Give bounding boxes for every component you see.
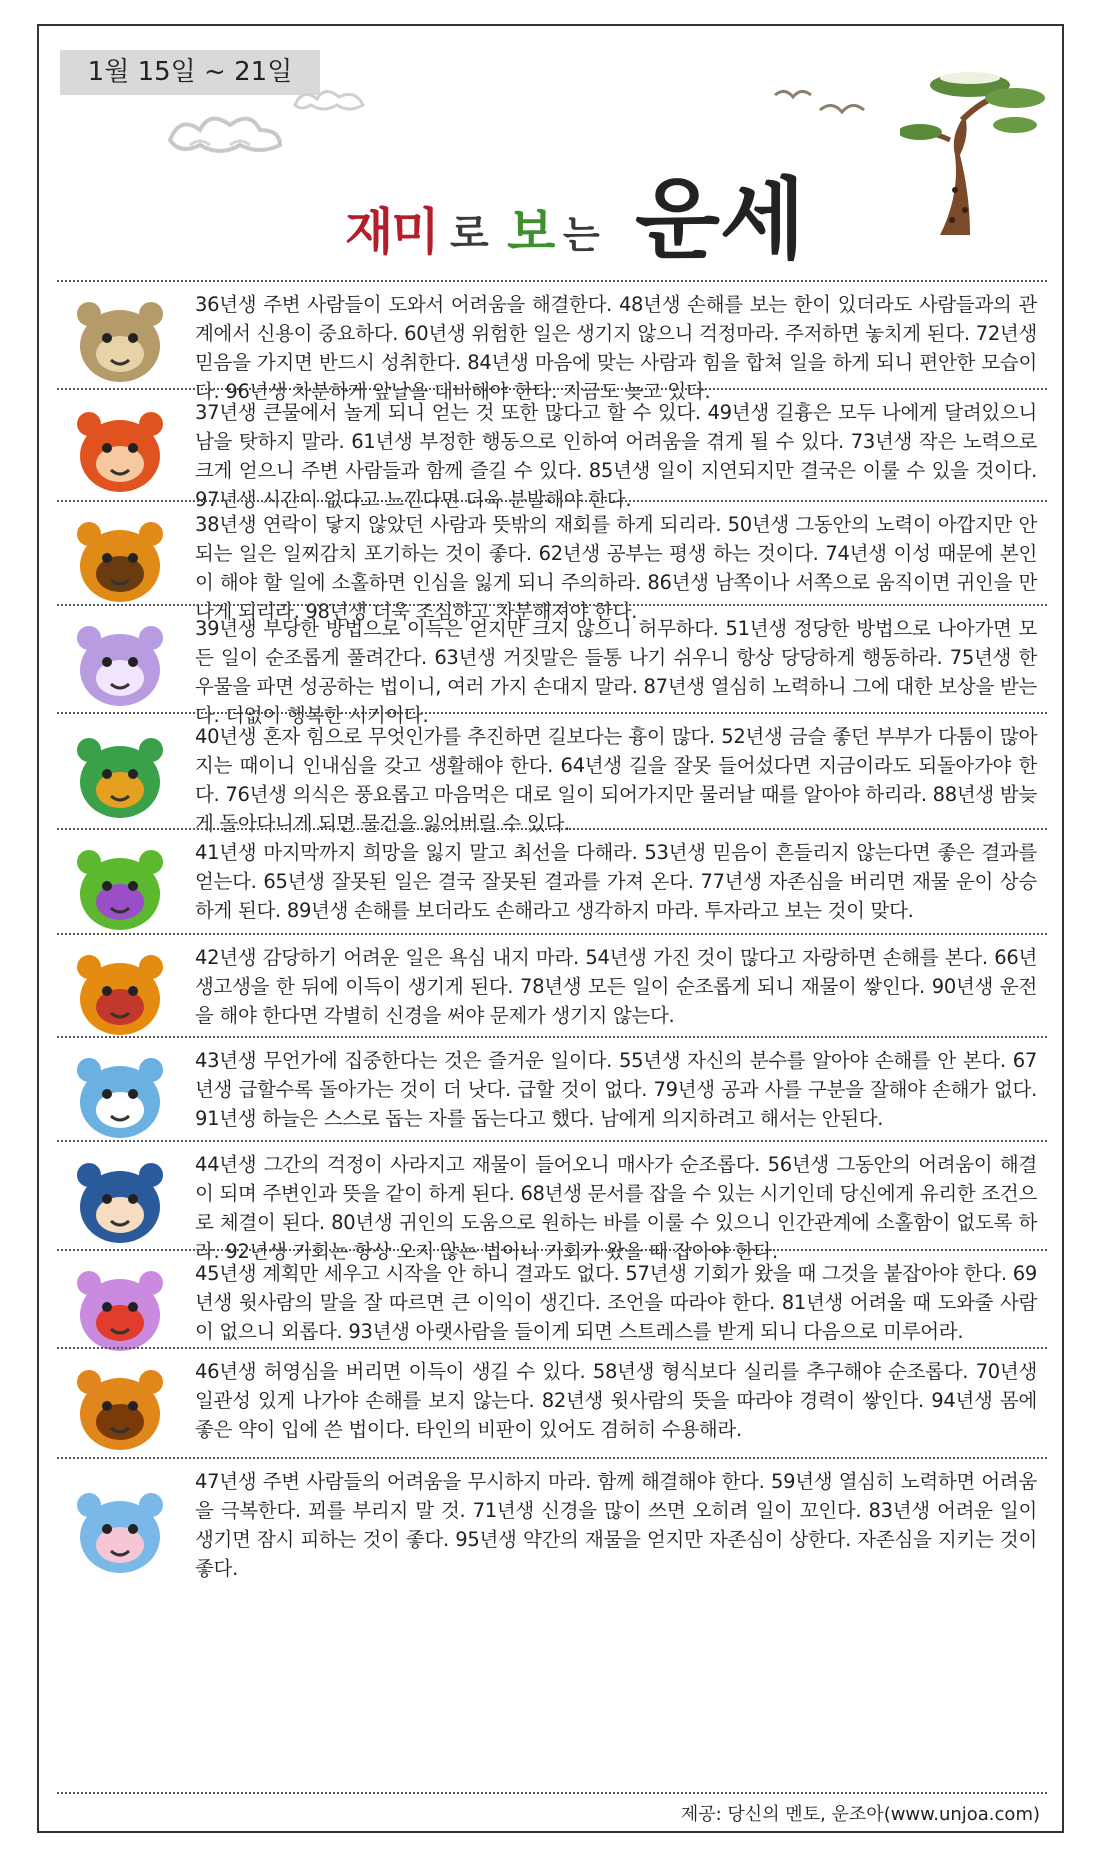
fortune-text: 37년생 큰물에서 놀게 되니 얻는 것 또한 많다고 할 수 있다. 49년생 길흉은 모두 나에게 달려있으니 남을 탓하지 말라. 61년생 부정한 행동으로 인하여 어려움을 겪게 될 수 있다. 73년생 작은 노력으로 크게 얻으니 주변 사람들과 함께 즐길 수 있다. 85년생 일이 지연되지만 결국은 이룰 수 있을 것이다. 97년생 시간이 없다고 느낀다면 더욱 분발해야 한다. (195, 401, 1037, 511)
fortune-entry (57, 1140, 1047, 1263)
ox-icon (65, 396, 175, 506)
date-range-label: 1월 15일 ~ 21일 (60, 50, 320, 95)
fortune-entry (57, 500, 1047, 623)
dog-icon (65, 1354, 175, 1464)
horse-icon (65, 939, 175, 1049)
sheep-icon (65, 1042, 175, 1152)
title-part-3: 보 (507, 203, 554, 261)
cloud-decoration-right (290, 80, 370, 120)
birds-icon (770, 80, 890, 130)
fortune-entry (57, 280, 1047, 403)
fortune-text: 39년생 부당한 방법으로 이득은 얻지만 크지 않으니 허무하다. 51년생 정당한 방법으로 나아가면 모든 일이 순조롭게 풀려간다. 63년생 거짓말은 들통 나기 쉬우니 항상 당당하게 행동하라. 75년생 한 우물을 파면 성공하는 법이니, 여러 가지 손대지 말라. 87년생 열심히 노력하니 그에 대한 보상을 받는다. 더없이 행복한 시기이다. (195, 617, 1037, 727)
pine-tree-icon (900, 60, 1050, 240)
fortune-text: 36년생 주변 사람들이 도와서 어려움을 해결한다. 48년생 손해를 보는 한이 있더라도 사람들과의 관계에서 신용이 중요하다. 60년생 위험한 일은 생기지 않으니 걱정마라. 주저하면 놓치게 된다. 72년생 믿음을 가지면 반드시 성취한다. 84년생 마음에 맞는 사람과 힘을 합쳐 일을 하게 되니 편안한 모습이다. 96년생 차분하게 앞날을 대비해야 한다. 지금도 늦고 있다. (195, 293, 1037, 403)
rat-icon (65, 286, 175, 396)
title-main: 운세 (635, 167, 806, 271)
fortune-entry (57, 1457, 1047, 1594)
dragon-icon (65, 722, 175, 832)
credit-text: 제공: 당신의 멘토, 운조아(www.unjoa.com) (680, 1804, 1040, 1825)
fortune-text: 40년생 혼자 힘으로 무엇인가를 추진하면 길보다는 흉이 많다. 52년생 금슬 좋던 부부가 다툼이 많아지는 때이니 인내심을 갖고 생활해야 한다. 64년생 길을 잘못 들어섰다면 지금이라도 되돌아가야 한다. 76년생 의식은 풍요롭고 마음먹은 대로 일이 되어가지만 물러날 때를 알아야 하리라. 88년생 밤늦게 돌아다니게 되면 물건을 잃어버릴 수 있다. (195, 725, 1037, 835)
title-part-4: 는 (563, 213, 598, 257)
fortune-entry (57, 712, 1047, 835)
fortune-text: 38년생 연락이 닿지 않았던 사람과 뜻밖의 재회를 하게 되리라. 50년생 그동안의 노력이 아깝지만 안 되는 일은 일찌감치 포기하는 것이 좋다. 62년생 공부는 평생 하는 것이다. 74년생 이성 때문에 본인이 해야 할 일에 소홀하면 인심을 잃게 되니 주의하라. 86년생 남쪽이나 서쪽으로 움직이면 귀인을 만나게 되리라. 98년생 더욱 조심하고 차분해져야 한다. (195, 513, 1037, 623)
rabbit-icon (65, 610, 175, 720)
cloud-decoration-left (160, 100, 290, 160)
divider (57, 1792, 1047, 1794)
fortune-text: 44년생 그간의 걱정이 사라지고 재물이 들어오니 매사가 순조롭다. 56년생 그동안의 어려움이 해결이 되며 주변인과 뜻을 같이 하게 된다. 68년생 문서를 잡을 수 있는 시기인데 당신에게 유리한 조건으로 체결이 된다. 80년생 귀인의 도움으로 원하는 바를 이룰 수 있으니 인간관계에 소홀함이 없도록 하라. 92년생 기회는 항상 오지 않는 법이니 기회가 왔을 때 잡아야 한다. (195, 1153, 1037, 1263)
fortune-text: 41년생 마지막까지 희망을 잃지 말고 최선을 다해라. 53년생 믿음이 흔들리지 않는다면 좋은 결과를 얻는다. 65년생 잘못된 일은 결국 잘못된 결과를 가져 온다. 77년생 자존심을 버리면 재물 운이 상승하게 된다. 89년생 손해를 보더라도 손해라고 생각하지 마라. 투자라고 보는 것이 맞다. (195, 841, 1037, 922)
fortune-text: 45년생 계획만 세우고 시작을 안 하니 결과도 없다. 57년생 기회가 왔을 때 그것을 붙잡아야 한다. 69년생 윗사람의 말을 잘 따르면 큰 이익이 생긴다. 조언을 따라야 한다. 81년생 어려울 때 도와줄 사람이 없으니 외롭다. 93년생 아랫사람을 들이게 되면 스트레스를 받게 되니 다음으로 미루어라. (195, 1262, 1037, 1343)
tiger-icon (65, 506, 175, 616)
fortune-text: 46년생 허영심을 버리면 이득이 생길 수 있다. 58년생 형식보다 실리를 추구해야 순조롭다. 70년생 일관성 있게 나가야 손해를 보지 않는다. 82년생 윗사람의 뜻을 따라야 경력이 쌓인다. 94년생 몸에 좋은 약이 입에 쓴 법이다. 타인의 비판이 있어도 겸허히 수용해라. (195, 1360, 1037, 1441)
fortune-text: 47년생 주변 사람들의 어려움을 무시하지 마라. 함께 해결해야 한다. 59년생 열심히 노력하면 어려움을 극복한다. 꾀를 부리지 말 것. 71년생 신경을 많이 쓰면 오히려 일이 꼬인다. 83년생 어려운 일이 생기면 잠시 피하는 것이 좋다. 95년생 약간의 재물을 얻지만 자존심이 상한다. 자존심을 지키는 것이 좋다. (195, 1470, 1037, 1580)
title-part-2: 로 (450, 211, 487, 257)
monkey-icon (65, 1147, 175, 1257)
fortune-entry (57, 1036, 1047, 1142)
title-part-1: 재미 (345, 203, 438, 261)
pig-icon (65, 1477, 175, 1587)
snake-icon (65, 834, 175, 944)
fortune-entry (57, 388, 1047, 511)
fortune-entry (57, 1347, 1047, 1459)
fortune-text: 42년생 감당하기 어려운 일은 욕심 내지 마라. 54년생 가진 것이 많다고 자랑하면 손해를 본다. 66년 생고생을 한 뒤에 이득이 생기게 된다. 78년생 모든 일이 순조롭게 되니 재물이 쌓인다. 90년생 운전을 해야 한다면 각별히 신경을 써야 문제가 생기지 않는다. (195, 946, 1037, 1027)
fortune-entry (57, 604, 1047, 727)
fortune-entry (57, 1249, 1047, 1349)
fortune-entry (57, 933, 1047, 1038)
fortune-entry (57, 828, 1047, 935)
fortune-text: 43년생 무언가에 집중한다는 것은 즐거운 일이다. 55년생 자신의 분수를 알아야 손해를 안 본다. 67년생 급할수록 돌아가는 것이 더 낫다. 급할 것이 없다. 79년생 공과 사를 구분을 잘해야 손해가 없다. 91년생 하늘은 스스로 돕는 자를 돕는다고 했다. 남에게 의지하려고 해서는 안된다. (195, 1049, 1037, 1130)
